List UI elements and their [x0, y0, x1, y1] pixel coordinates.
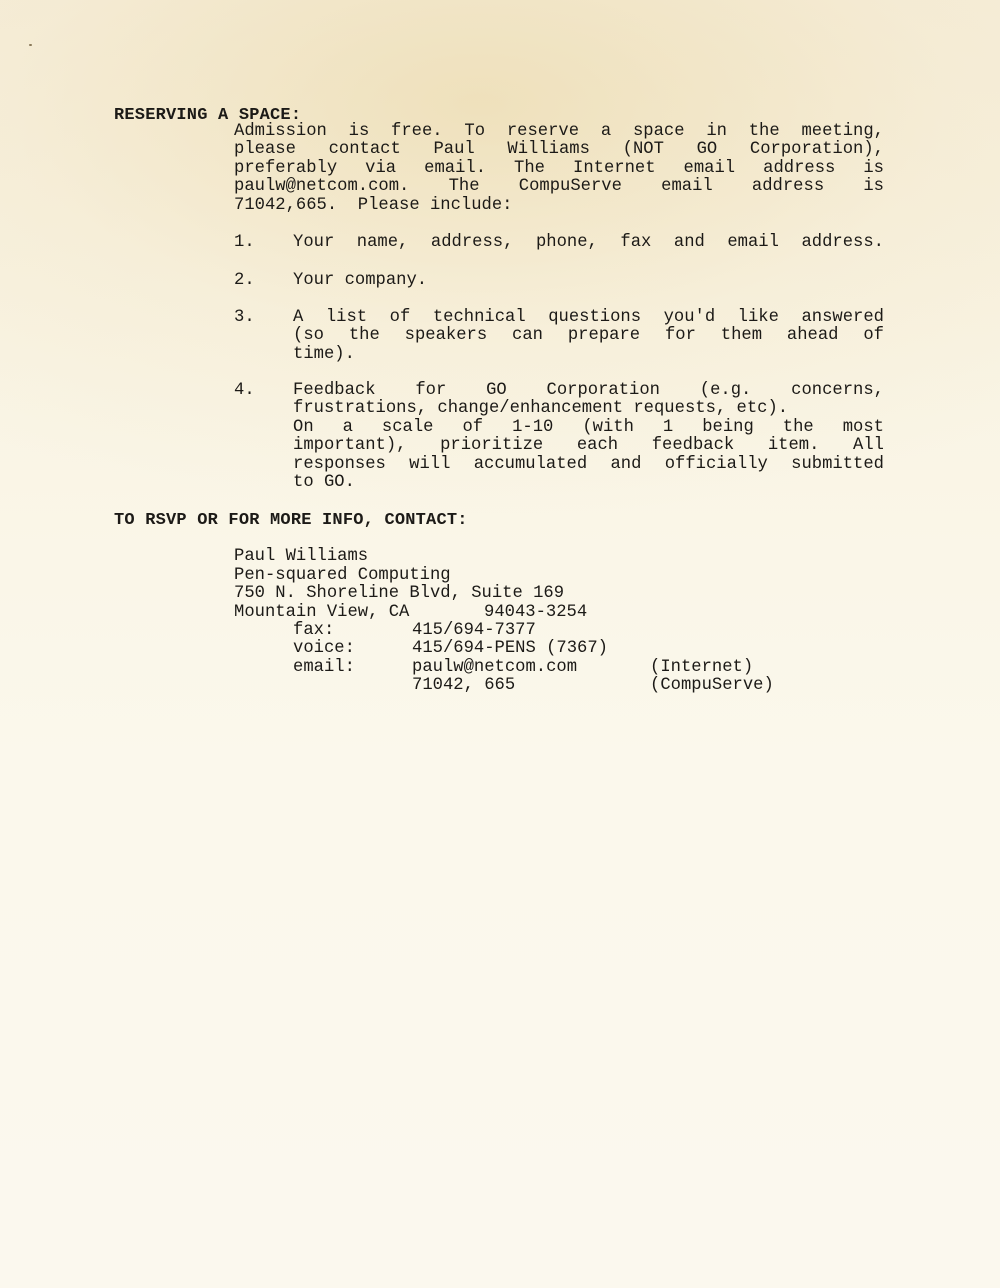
- intro-line: please contact Paul Williams (NOT GO Corporation),: [234, 140, 884, 160]
- email-internet: paulw@netcom.com: [412, 658, 578, 677]
- list-item-line: Feedback for GO Corporation (e.g. concerns,: [293, 381, 884, 400]
- list-item-line: important), prioritize each feedback item. All: [293, 436, 884, 456]
- list-item-line: (so the speakers can prepare for them ahead of: [293, 326, 884, 346]
- fax-label: fax:: [293, 621, 335, 640]
- list-item-line: responses will accumulated and officially submitted: [293, 454, 884, 474]
- contact-name: Paul Williams: [234, 547, 369, 566]
- intro-line: preferably via email. The Internet email address is: [234, 158, 884, 178]
- list-item-number: 4.: [234, 381, 255, 400]
- contact-company: Pen-squared Computing: [234, 566, 451, 585]
- intro-line: 71042,665. Please include:: [234, 195, 513, 215]
- list-item-line: Your name, address, phone, fax and email address.: [293, 233, 884, 252]
- list-item: [293, 382, 884, 492]
- list-item-line: On a scale of 1-10 (with 1 being the most: [293, 417, 884, 437]
- list-item-line: frustrations, change/enhancement requests, etc).: [293, 399, 789, 419]
- contact-city: Mountain View, CA: [234, 603, 410, 622]
- email-compuserve: 71042, 665: [412, 676, 516, 695]
- reserving-intro: [234, 123, 884, 215]
- list-item: [293, 272, 884, 290]
- contact-heading: TO RSVP OR FOR MORE INFO, CONTACT:: [114, 511, 468, 530]
- voice-value: 415/694-PENS (7367): [412, 639, 608, 658]
- intro-line: paulw@netcom.com. The CompuServe email address is: [234, 177, 884, 197]
- email-internet-note: (Internet): [650, 658, 754, 677]
- intro-line: Admission is free. To reserve a space in the meeting,: [234, 122, 884, 141]
- contact-zip: 94043-3254: [484, 603, 588, 622]
- email-label: email:: [293, 658, 355, 677]
- list-item: [293, 309, 884, 364]
- voice-label: voice:: [293, 639, 355, 658]
- list-item: [293, 234, 884, 252]
- list-item-line: A list of technical questions you'd like answered: [293, 308, 884, 327]
- reserving-heading: RESERVING A SPACE:: [114, 106, 302, 125]
- list-item-number: 3.: [234, 308, 255, 327]
- list-item-line: to GO.: [293, 472, 355, 492]
- email-compuserve-note: (CompuServe): [650, 676, 774, 695]
- paper-speck: [29, 44, 32, 46]
- list-item-line: time).: [293, 344, 355, 364]
- list-item-number: 2.: [234, 271, 255, 290]
- contact-street: 750 N. Shoreline Blvd, Suite 169: [234, 584, 565, 603]
- list-item-line: Your company.: [293, 271, 428, 290]
- list-item-number: 1.: [234, 233, 255, 252]
- fax-value: 415/694-7377: [412, 621, 536, 640]
